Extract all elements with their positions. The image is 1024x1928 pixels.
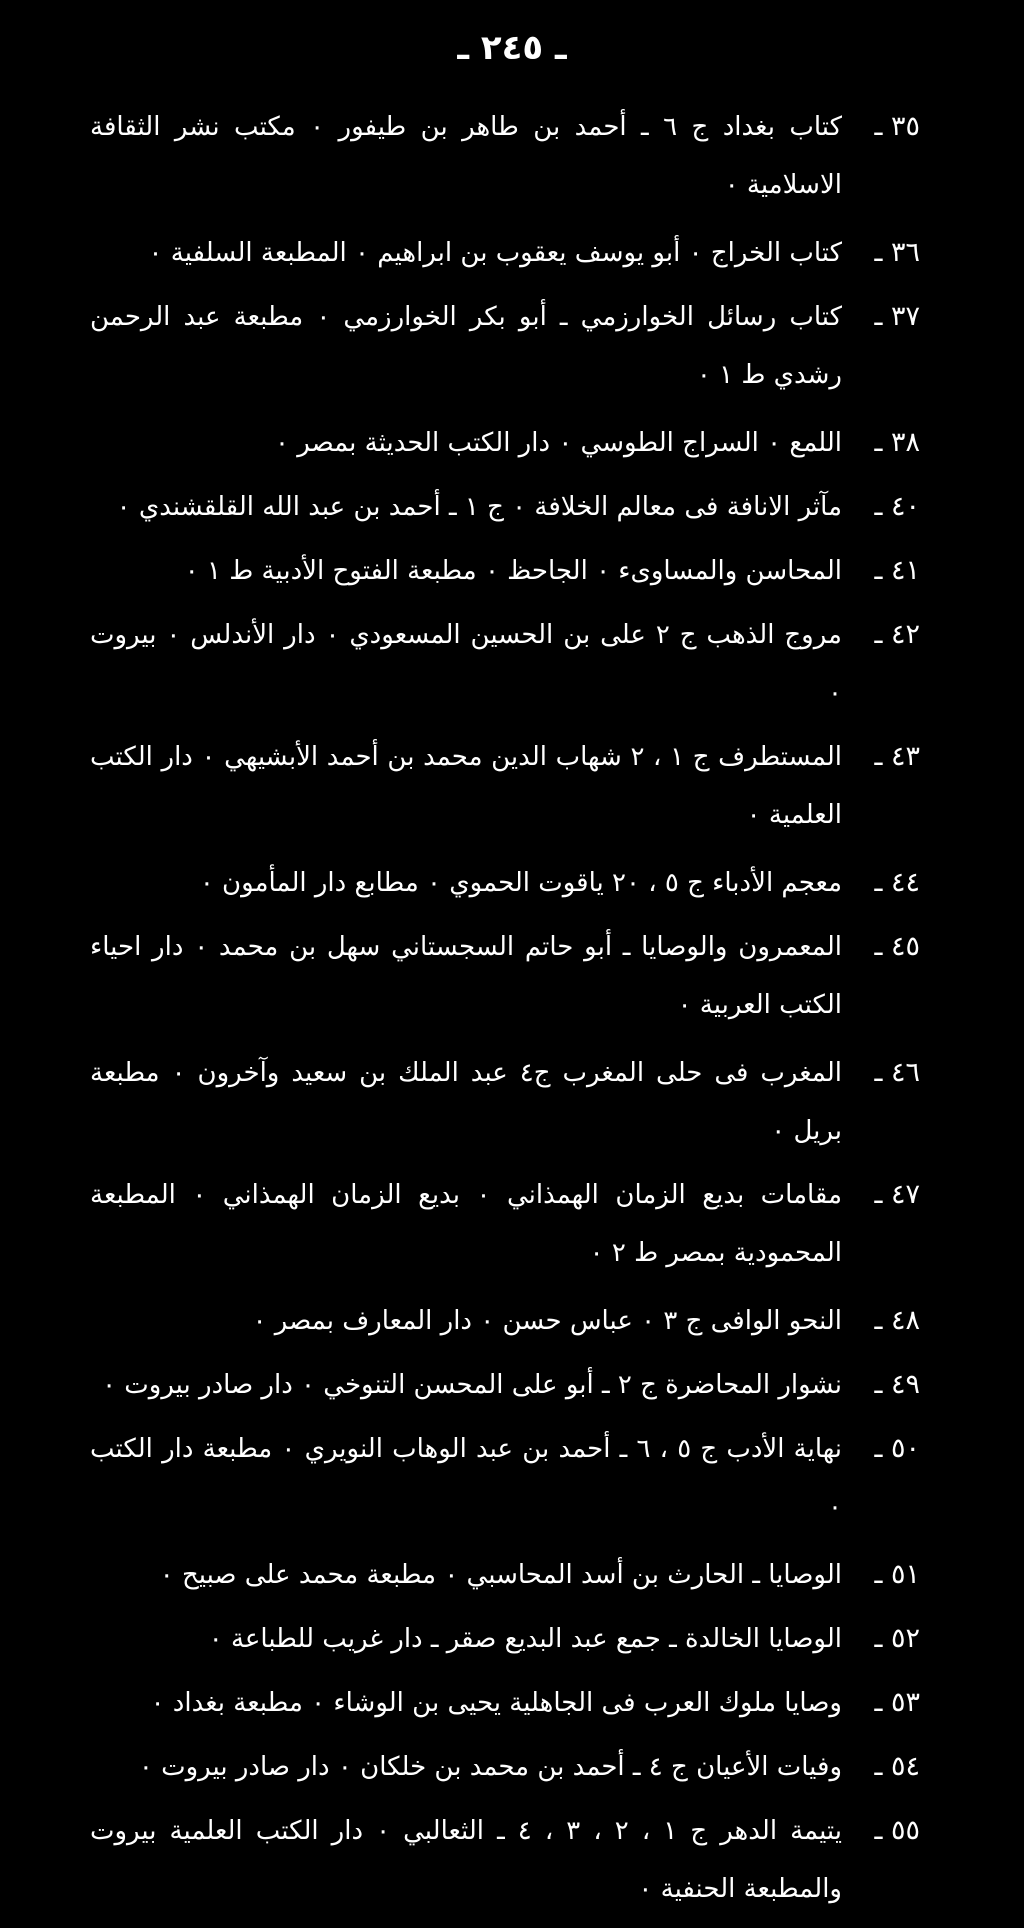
entry-number: ٣٨ ـ <box>874 427 920 458</box>
entry-number: ٤٨ ـ <box>874 1305 920 1336</box>
entry-text: نهاية الأدب ج ٥ ، ٦ ـ أحمد بن عبد الوهاب النويري ٠ مطبعة دار الكتب ٠ <box>90 1434 842 1522</box>
entry-number: ٤٩ ـ <box>874 1369 920 1400</box>
list-item <box>90 1802 920 1918</box>
list-item <box>90 1420 920 1536</box>
list-item <box>90 854 920 912</box>
entry-text: اللمع ٠ السراج الطوسي ٠ دار الكتب الحديثة بمصر ٠ <box>275 428 842 458</box>
entry-text: المستطرف ج ١ ، ٢ شهاب الدين محمد بن أحمد الأبشيهي ٠ دار الكتب العلمية ٠ <box>90 742 843 830</box>
entry-number: ٥٣ ـ <box>874 1687 920 1718</box>
entry-text: وفيات الأعيان ج ٤ ـ أحمد بن محمد بن خلكان ٠ دار صادر بيروت ٠ <box>138 1752 842 1782</box>
list-item <box>90 414 920 472</box>
entry-text: كتاب رسائل الخوارزمي ـ أبو بكر الخوارزمي ٠ مطبعة عبد الرحمن رشدي ط ١ ٠ <box>90 302 842 390</box>
entry-number: ٤٥ ـ <box>874 931 920 962</box>
entry-text: النحو الوافى ج ٣ ٠ عباس حسن ٠ دار المعارف بمصر ٠ <box>252 1306 842 1336</box>
list-item <box>90 728 920 844</box>
entry-text: مقامات بديع الزمان الهمذاني ٠ بديع الزمان الهمذاني ٠ المطبعة المحمودية بمصر ط ٢ ٠ <box>90 1180 843 1268</box>
entry-text: كتاب الخراج ٠ أبو يوسف يعقوب بن ابراهيم ٠ المطبعة السلفية ٠ <box>148 238 842 268</box>
list-item <box>90 478 920 536</box>
entry-text: وصايا ملوك العرب فى الجاهلية يحيى بن الوشاء ٠ مطبعة بغداد ٠ <box>150 1688 842 1718</box>
entry-number: ٥٢ ـ <box>874 1623 920 1654</box>
entry-number: ٤٧ ـ <box>874 1179 920 1210</box>
entry-text: معجم الأدباء ج ٥ ، ٢٠ ياقوت الحموي ٠ مطابع دار المأمون ٠ <box>199 868 842 898</box>
entry-number: ٤٣ ـ <box>874 741 920 772</box>
page-number: ـ ٢٤٥ ـ <box>457 28 567 68</box>
entry-number: ٥٤ ـ <box>874 1751 920 1782</box>
entry-number: ٥٠ ـ <box>874 1433 920 1464</box>
entry-number: ٣٧ ـ <box>874 301 920 332</box>
entry-text: الوصايا ـ الحارث بن أسد المحاسبي ٠ مطبعة محمد على صبيح ٠ <box>159 1560 842 1590</box>
list-item <box>90 224 920 282</box>
entry-number: ٥٥ ـ <box>874 1815 920 1846</box>
entry-number: ٣٦ ـ <box>874 237 920 268</box>
entry-number: ٤٤ ـ <box>874 867 920 898</box>
list-item <box>90 1610 920 1668</box>
entry-number: ٣٥ ـ <box>874 111 920 142</box>
bibliography-list <box>90 98 920 1928</box>
list-item <box>90 1674 920 1732</box>
entry-text: نشوار المحاضرة ج ٢ ـ أبو على المحسن التنوخي ٠ دار صادر بيروت ٠ <box>102 1370 842 1400</box>
entry-number: ٤١ ـ <box>874 555 920 586</box>
list-item <box>90 1546 920 1604</box>
list-item <box>90 288 920 404</box>
entry-text: كتاب بغداد ج ٦ ـ أحمد بن طاهر بن طيفور ٠ مكتب نشر الثقافة الاسلامية ٠ <box>90 112 842 200</box>
list-item <box>90 1044 920 1160</box>
list-item <box>90 918 920 1034</box>
list-item <box>90 606 920 722</box>
list-item <box>90 1738 920 1796</box>
entry-number: ٥١ ـ <box>874 1559 920 1590</box>
entry-text: مآثر الانافة فى معالم الخلافة ٠ ج ١ ـ أحمد بن عبد الله القلقشندي ٠ <box>116 492 842 522</box>
entry-text: المعمرون والوصايا ـ أبو حاتم السجستاني سهل بن محمد ٠ دار احياء الكتب العربية ٠ <box>90 932 842 1020</box>
list-item <box>90 542 920 600</box>
list-item <box>90 1166 920 1282</box>
entry-text: المحاسن والمساوىء ٠ الجاحظ ٠ مطبعة الفتوح الأدبية ط ١ ٠ <box>184 556 842 586</box>
entry-text: مروج الذهب ج ٢ على بن الحسين المسعودي ٠ دار الأندلس ٠ بيروت ٠ <box>90 620 842 708</box>
entry-text: يتيمة الدهر ج ١ ، ٢ ، ٣ ، ٤ ـ الثعالبي ٠ دار الكتب العلمية بيروت والمطبعة الحنفية ٠ <box>90 1816 843 1904</box>
entry-number: ٤٠ ـ <box>874 491 920 522</box>
list-item <box>90 1292 920 1350</box>
entry-text: المغرب فى حلى المغرب ج٤ عبد الملك بن سعيد وآخرون ٠ مطبعة بريل ٠ <box>90 1058 842 1146</box>
entry-text: الوصايا الخالدة ـ جمع عبد البديع صقر ـ دار غريب للطباعة ٠ <box>208 1624 842 1654</box>
entry-number: ٤٦ ـ <box>874 1057 920 1088</box>
list-item <box>90 1356 920 1414</box>
entry-number: ٤٢ ـ <box>874 619 920 650</box>
list-item <box>90 98 920 214</box>
